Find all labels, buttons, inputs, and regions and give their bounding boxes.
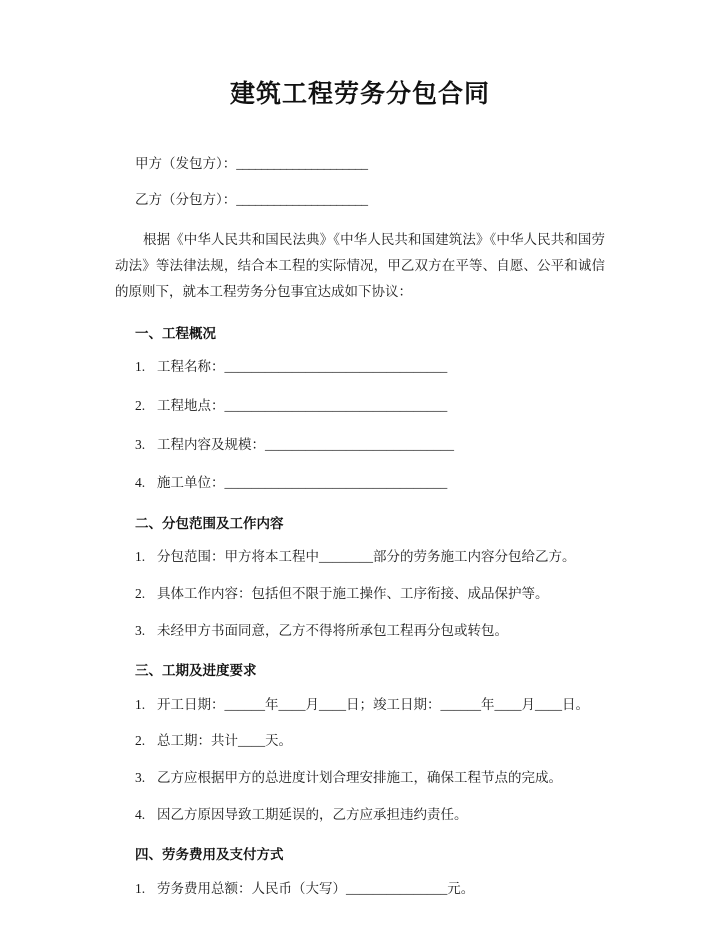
party-label-jiafang: 甲方（发包方）： [135,156,237,171]
list-item [115,395,605,417]
list-item [115,620,605,642]
item-number: 2. [135,397,146,413]
list-item [115,583,605,605]
preamble-paragraph: 根据《中华人民共和国民法典》《中华人民共和国建筑法》《中华人民共和国劳动法》等法律法规，结合本工程的实际情况，甲乙双方在平等、自愿、公平和诚信的原则下，就本工程劳务分包事宜达成如下协议： [115,231,605,300]
item-text[interactable]: 工程内容及规模：____________________________ [157,436,454,452]
item-number: 1. [135,880,146,896]
list-item [115,546,605,568]
item-text[interactable]: 工程名称：_________________________________ [157,359,448,375]
list-item [115,730,605,752]
list-item [115,434,605,456]
item-text: 未经甲方书面同意，乙方不得将所承包工程再分包或转包。 [157,622,508,638]
item-number: 4. [135,475,146,491]
party-blank-jiafang[interactable]: _____________________ [236,156,368,171]
party-blank-yifang[interactable]: _____________________ [236,191,368,207]
document-title: 建筑工程劳务分包合同 [229,81,490,108]
section-heading-1: 一、工程概况 [135,325,216,341]
section-heading-3: 三、工期及进度要求 [135,663,257,679]
item-number: 1. [135,359,146,375]
section-heading-4: 四、劳务费用及支付方式 [135,847,284,863]
list-item [115,878,605,900]
party-line-jiafang [115,154,605,175]
item-number: 1. [135,549,146,565]
item-number: 3. [135,622,146,638]
list-item [115,804,605,826]
item-text: 乙方应根据甲方的总进度计划合理安排施工，确保工程节点的完成。 [157,769,562,785]
item-text[interactable]: 开工日期：______年____月____日；竣工日期：______年____月____日。 [157,696,589,712]
item-text: 因乙方原因导致工期延误的，乙方应承担违约责任。 [157,806,468,822]
list-item [115,694,605,716]
item-text[interactable]: 施工单位：_________________________________ [157,475,448,491]
item-number: 3. [135,436,146,452]
section-schedule-requirements [115,660,605,825]
party-line-yifang [115,190,605,211]
list-item [115,767,605,789]
party-label-yifang: 乙方（分包方）： [135,191,237,207]
section-subcontract-scope [115,513,605,641]
section-heading-2: 二、分包范围及工作内容 [135,515,284,531]
section-labor-fee-payment [115,844,605,899]
item-text[interactable]: 总工期：共计____天。 [157,733,292,749]
item-text[interactable]: 劳务费用总额：人民币（大写）_______________元。 [157,880,475,896]
list-item [115,356,605,378]
item-number: 2. [135,733,146,749]
item-number: 1. [135,696,146,712]
list-item [115,472,605,494]
item-number: 2. [135,585,146,601]
section-engineering-overview [115,323,605,494]
item-number: 4. [135,806,146,822]
item-number: 3. [135,769,146,785]
party-block [115,154,605,211]
item-text: 具体工作内容：包括但不限于施工操作、工序衔接、成品保护等。 [157,585,549,601]
item-text[interactable]: 工程地点：_________________________________ [157,397,448,413]
item-text[interactable]: 分包范围：甲方将本工程中________部分的劳务施工内容分包给乙方。 [157,549,576,565]
